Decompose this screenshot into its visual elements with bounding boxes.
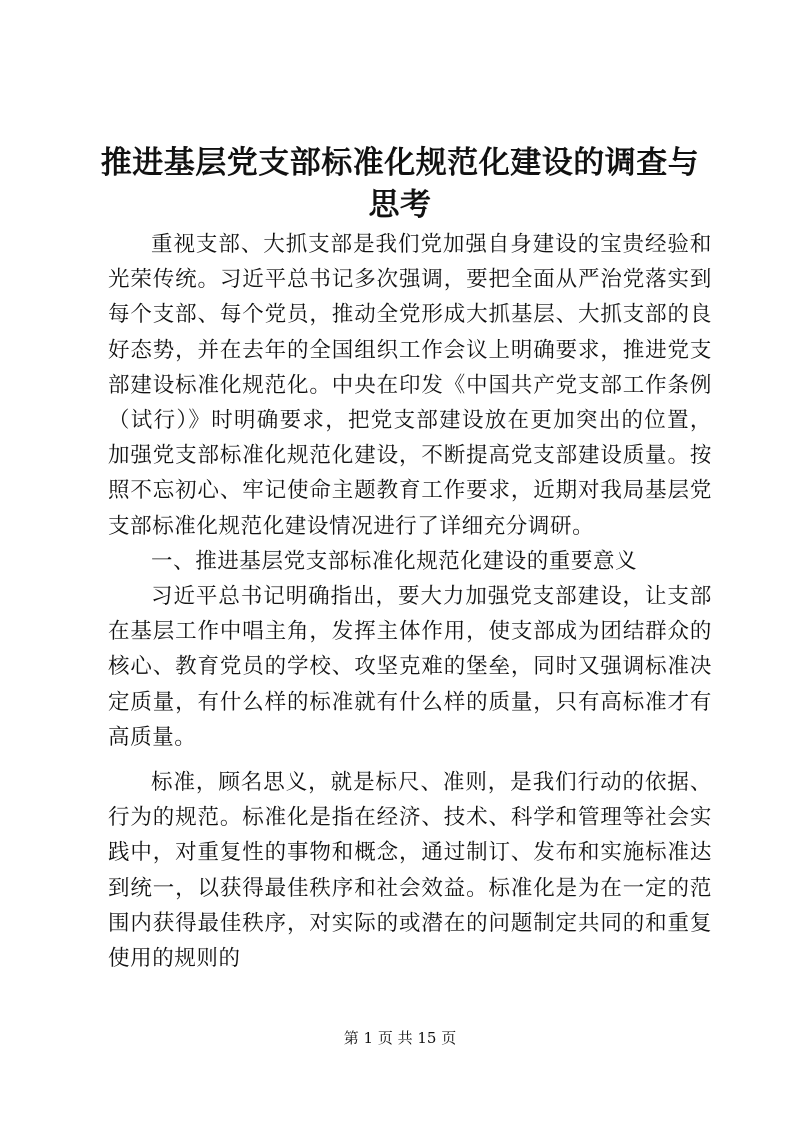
- page-number-footer: 第 1 页 共 15 页: [343, 1029, 457, 1047]
- document-title: 推进基层党支部标准化规范化建设的调查与思考: [100, 145, 700, 223]
- intro-paragraph: 重视支部、大抓支部是我们党加强自身建设的宝贵经验和光荣传统。习近平总书记多次强调，要把全面从严治党落实到每个支部、每个党员，推动全党形成大抓基层、大抓支部的良好态势，并在去年的全国组织工作会议上明确要求，推进党支部建设标准化规范化。中央在印发《中国共产党支部工作条例（试行）》时明确要求，把党支部建设放在更加突出的位置，加强党支部标准化规范化建设，不断提高党支部建设质量。按照不忘初心、牢记使命主题教育工作要求，近期对我局基层党支部标准化规范化建设情况进行了详细充分调研。: [108, 232, 712, 539]
- body-paragraph: 习近平总书记明确指出，要大力加强党支部建设，让支部在基层工作中唱主角，发挥主体作用，使支部成为团结群众的核心、教育党员的学校、攻坚克难的堡垒，同时又强调标准决定质量，有什么样的标准就有什么样的质量，只有高标准才有高质量。: [108, 584, 712, 750]
- section-heading: 一、推进基层党支部标准化规范化建设的重要意义: [151, 548, 638, 574]
- document-body: [108, 227, 712, 976]
- body-paragraph: 标准，顾名思义，就是标尺、准则，是我们行动的依据、行为的规范。标准化是指在经济、技术、科学和管理等社会实践中，对重复性的事物和概念，通过制订、发布和实施标准达到统一，以获得最佳秩序和社会效益。标准化是为在一定的范围内获得最佳秩序，对实际的或潜在的问题制定共同的和重复使用的规则的: [108, 770, 712, 972]
